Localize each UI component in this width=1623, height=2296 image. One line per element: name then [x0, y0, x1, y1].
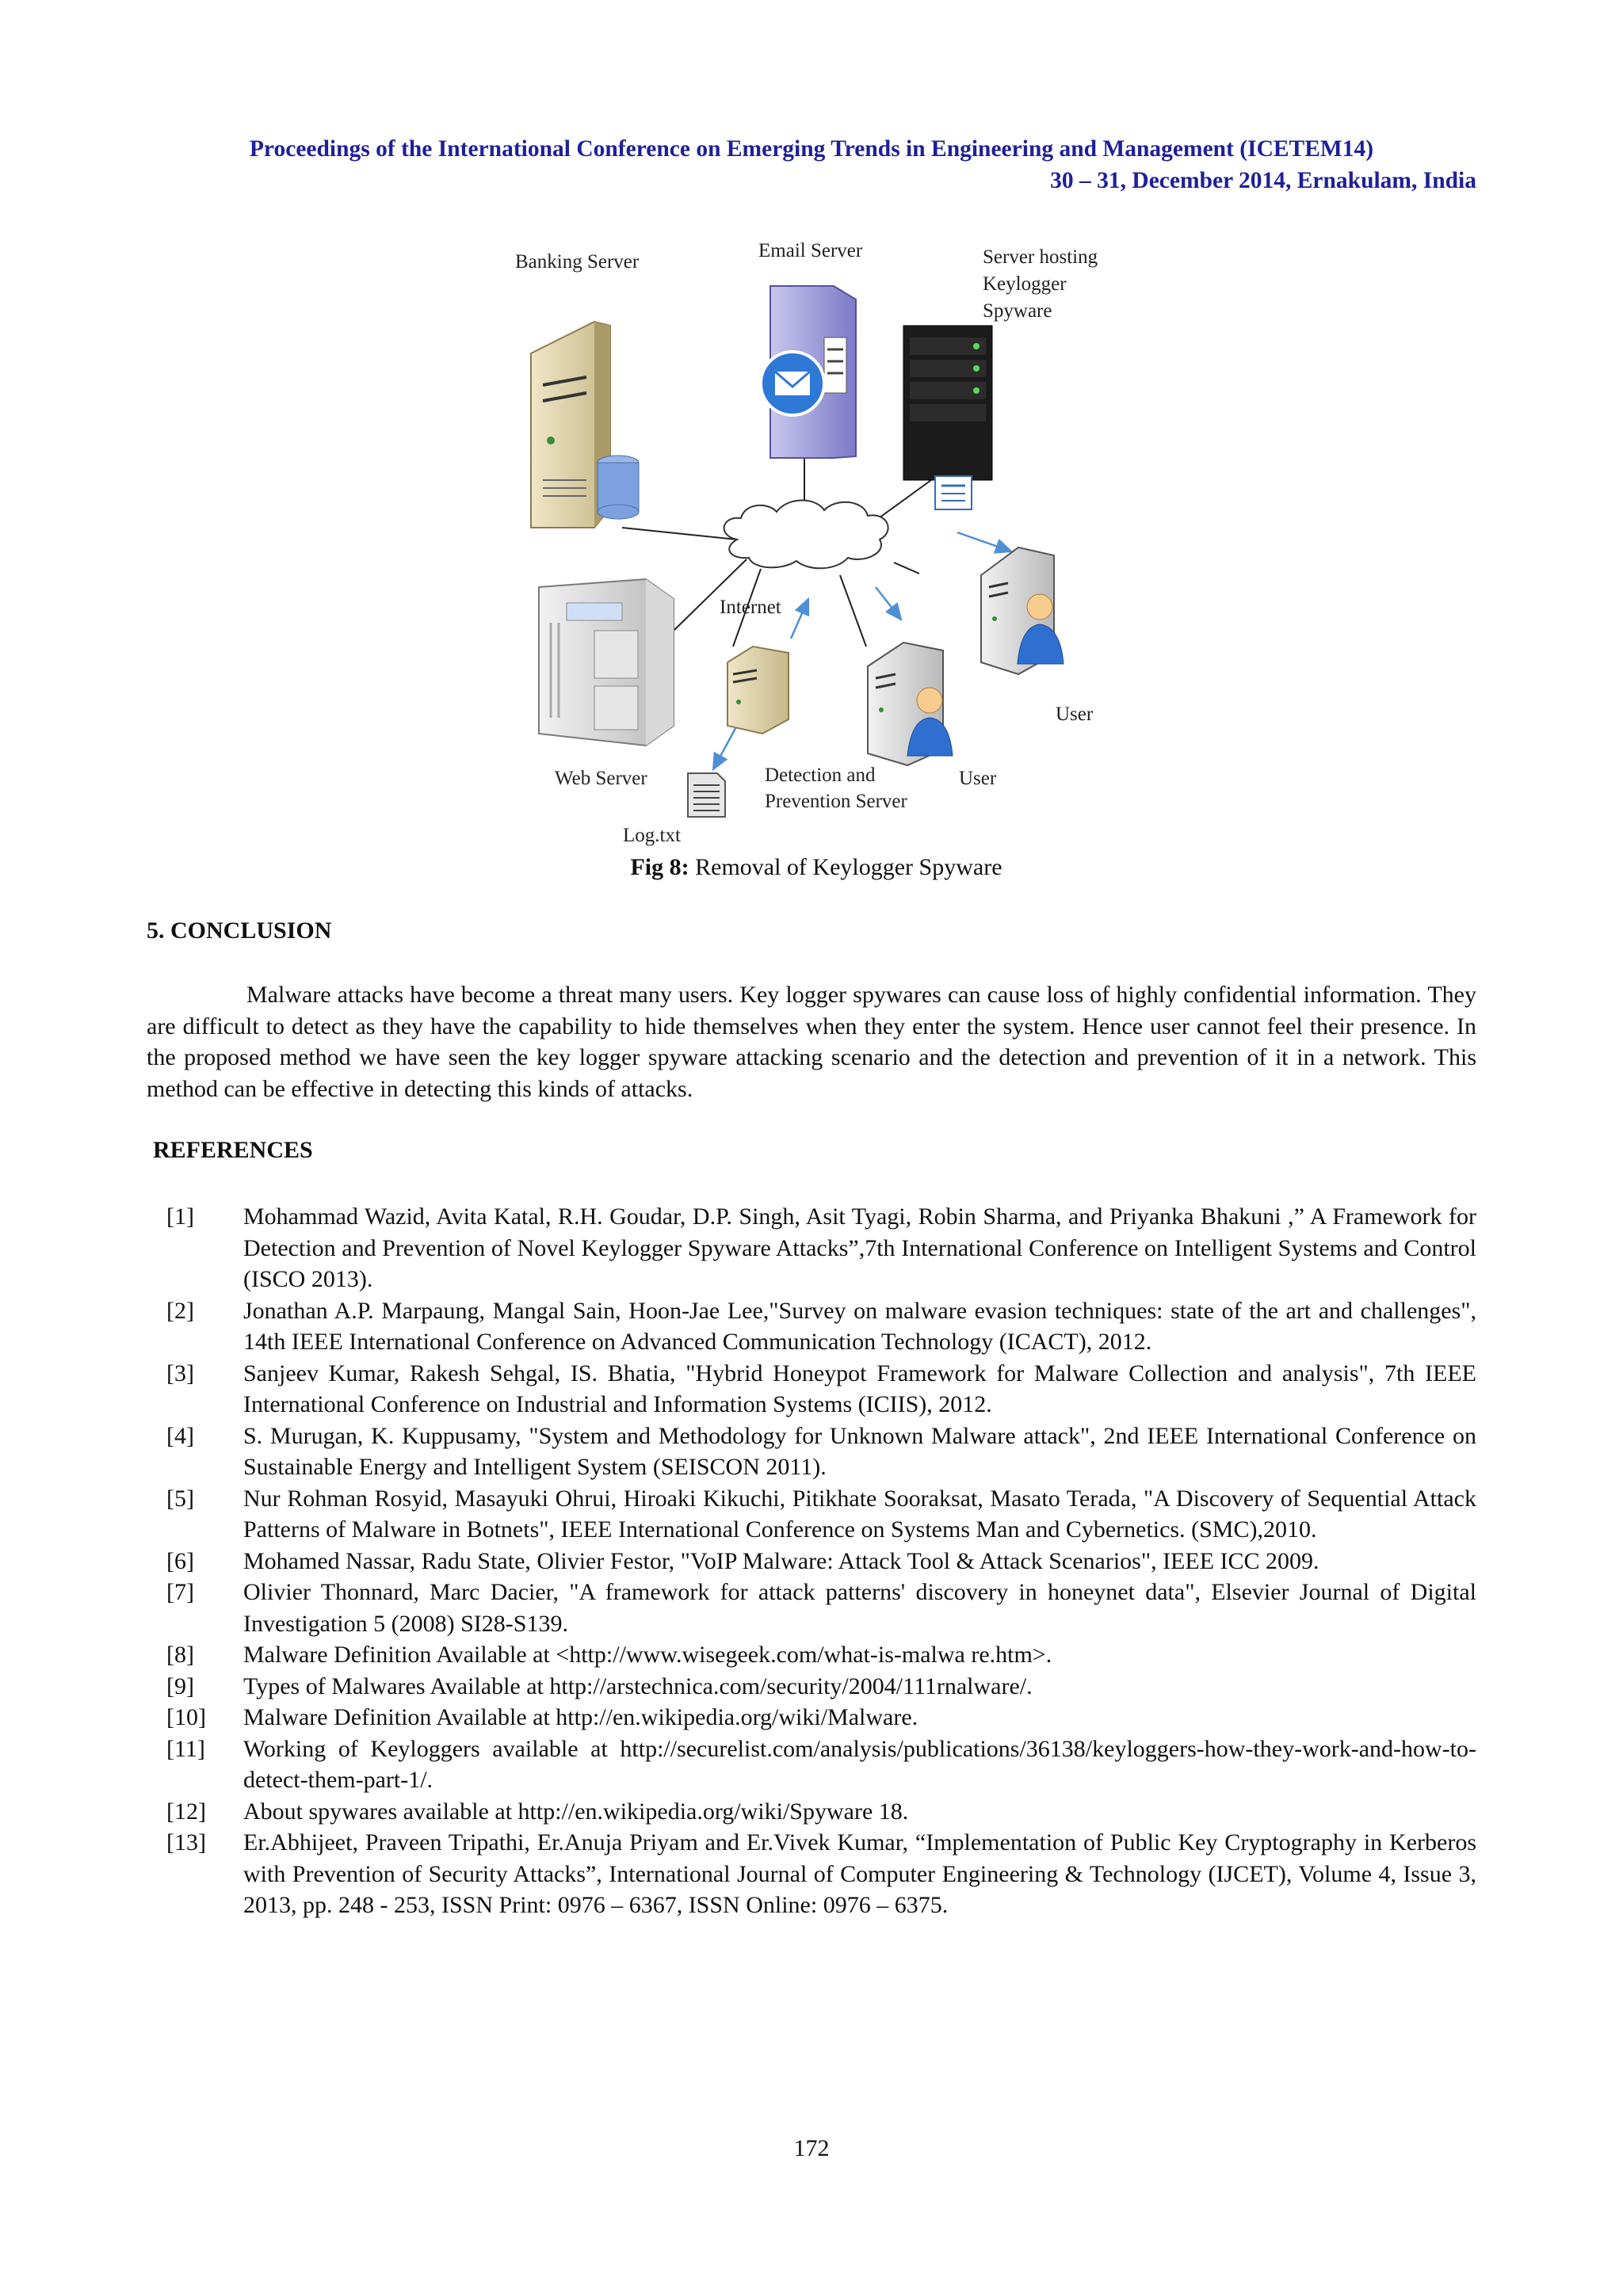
proceedings-header	[147, 133, 1476, 196]
conclusion-paragraph: Malware attacks have become a threat many users. Key logger spywares can cause loss of highly confidential information. They are difficult to detect as they have the capability to hide themselves when they enter the system. Hence user cannot feel their presence. In the proposed method we have seen the key logger spyware attacking scenario and the detection and prevention of it in a network. This method can be effective in detecting this kinds of attacks.	[147, 982, 1476, 1102]
reference-item	[147, 1671, 1476, 1703]
arrow-internet-to-user-2	[957, 532, 1011, 551]
link-banking-internet	[622, 528, 737, 540]
reference-number: [11]	[166, 1735, 205, 1762]
reference-number: [5]	[166, 1485, 194, 1512]
reference-text: S. Murugan, K. Kuppusamy, "System and Methodology for Unknown Malware attack", 2nd IEEE International Conference on Sustainable Energy and Intelligent System (SEISCON 2011).	[243, 1422, 1476, 1480]
reference-text: About spywares available at http://en.wikipedia.org/wiki/Spyware 18.	[243, 1798, 909, 1825]
reference-text: Malware Definition Available at <http://www.wisegeek.com/what-is-malwa re.htm>.	[243, 1642, 1052, 1668]
label-log-file: Log.txt	[623, 825, 681, 846]
reference-text: Mohammad Wazid, Avita Katal, R.H. Goudar, D.P. Singh, Asit Tyagi, Robin Sharma, and Priyanka Bhakuni ,” A Framework for Detection and Prevention of Novel Keylogger Spyware Attacks”,7th International Conference on Intelligent Systems and Control (ISCO 2013).	[243, 1203, 1476, 1292]
reference-text: Olivier Thonnard, Marc Dacier, "A framework for attack patterns' discovery in honeynet data", Elsevier Journal of Digital Investigation 5 (2008) SI28-S139.	[243, 1579, 1476, 1637]
reference-text: Working of Keyloggers available at http://securelist.com/analysis/publications/36138/keyloggers-how-they-work-and-how-to-detect-them-part-1/.	[243, 1735, 1476, 1793]
label-detection-1: Detection and	[765, 765, 876, 786]
user-workstation-icon-2	[981, 547, 1064, 674]
reference-text: Nur Rohman Rosyid, Masayuki Ohrui, Hiroaki Kikuchi, Pitikhate Sooraksat, Masato Terada, "A Discovery of Sequential Attack Patterns of Malware in Botnets", IEEE International Conference on Systems Man and Cybernetics. (SMC),2010.	[243, 1485, 1476, 1543]
reference-number: [13]	[166, 1829, 206, 1855]
reference-number: [10]	[166, 1704, 206, 1730]
header-line-2: 30 – 31, December 2014, Ernakulam, India	[1050, 168, 1476, 193]
reference-text: Sanjeev Kumar, Rakesh Sehgal, IS. Bhatia, "Hybrid Honeypot Framework for Malware Collection and analysis", 7th IEEE International Conference on Industrial and Information Systems (ICIIS), 2012.	[243, 1360, 1476, 1417]
page-number: 172	[793, 2135, 830, 2161]
references-heading: REFERENCES	[153, 1137, 313, 1163]
network-diagram-svg	[475, 227, 1157, 868]
label-web-server: Web Server	[555, 768, 647, 789]
reference-list	[147, 1201, 1476, 1921]
detection-server-icon	[727, 646, 789, 734]
reference-number: [12]	[166, 1798, 206, 1825]
reference-text: Malware Definition Available at http://en.wikipedia.org/wiki/Malware.	[243, 1704, 918, 1730]
reference-number: [9]	[166, 1672, 194, 1699]
internet-cloud-icon	[724, 501, 888, 569]
link-web-internet	[674, 559, 747, 631]
email-server-icon	[761, 286, 856, 458]
reference-item	[147, 1796, 1476, 1828]
reference-number: [1]	[166, 1203, 194, 1230]
caption-label: Fig 8:	[630, 854, 689, 880]
reference-text: Types of Malwares Available at http://arstechnica.com/security/2004/111rnalware/.	[243, 1672, 1033, 1699]
user-workstation-icon	[868, 643, 953, 765]
link-user1-internet	[840, 575, 866, 646]
reference-item	[147, 1702, 1476, 1733]
arrow-detection-to-internet	[791, 599, 808, 639]
reference-text: Mohamed Nassar, Radu State, Olivier Festor, "VoIP Malware: Attack Tool & Attack Scenarios", IEEE ICC 2009.	[243, 1547, 1319, 1574]
reference-item	[147, 1639, 1476, 1671]
reference-number: [4]	[166, 1422, 194, 1449]
label-keylogger-2: Keylogger	[983, 273, 1067, 295]
label-banking-server: Banking Server	[515, 251, 640, 273]
reference-item	[147, 1358, 1476, 1421]
label-keylogger-3: Spyware	[983, 300, 1052, 322]
label-keylogger-1: Server hosting	[983, 246, 1098, 268]
conclusion-heading: 5. CONCLUSION	[147, 917, 332, 944]
arrow-internet-to-user	[876, 587, 901, 620]
reference-item	[147, 1201, 1476, 1295]
reference-text: Jonathan A.P. Marpaung, Mangal Sain, Hoon-Jae Lee,"Survey on malware evasion techniques: state of the art and challenges", 14th IEEE International Conference on Advanced Communication Technology (ICACT), 2012.	[243, 1297, 1476, 1355]
reference-number: [2]	[166, 1297, 194, 1324]
reference-item	[147, 1577, 1476, 1639]
web-server-icon	[539, 579, 674, 746]
reference-item	[147, 1733, 1476, 1796]
caption-text: Removal of Keylogger Spyware	[689, 854, 1002, 880]
label-user-1: User	[959, 768, 997, 789]
reference-item	[147, 1546, 1476, 1577]
reference-number: [8]	[166, 1642, 194, 1668]
reference-item	[147, 1295, 1476, 1358]
reference-item	[147, 1421, 1476, 1483]
label-detection-2: Prevention Server	[765, 791, 907, 812]
reference-number: [6]	[166, 1547, 194, 1574]
reference-item	[147, 1483, 1476, 1546]
link-user2-internet	[894, 563, 919, 574]
figure-caption	[475, 854, 1157, 881]
label-email-server: Email Server	[758, 240, 863, 261]
keylogger-server-icon	[903, 326, 992, 509]
banking-server-icon	[531, 322, 639, 528]
reference-number: [7]	[166, 1579, 194, 1605]
log-file-icon	[688, 773, 725, 817]
reference-number: [3]	[166, 1360, 194, 1386]
label-internet: Internet	[720, 597, 781, 618]
reference-text: Er.Abhijeet, Praveen Tripathi, Er.Anuja Priyam and Er.Vivek Kumar, “Implementation of Public Key Cryptography in Kerberos with Prevention of Security Attacks”, International Journal of Computer Engineering & Technology (IJCET), Volume 4, Issue 3, 2013, pp. 248 - 253, ISSN Print: 0976 – 6367, ISSN Online: 0976 – 6375.	[243, 1829, 1476, 1918]
reference-item	[147, 1827, 1476, 1921]
label-user-2: User	[1056, 704, 1094, 725]
figure-8-network-diagram	[475, 227, 1157, 868]
header-line-1: Proceedings of the International Conference on Emerging Trends in Engineering and Management (ICETEM14)	[249, 136, 1374, 162]
